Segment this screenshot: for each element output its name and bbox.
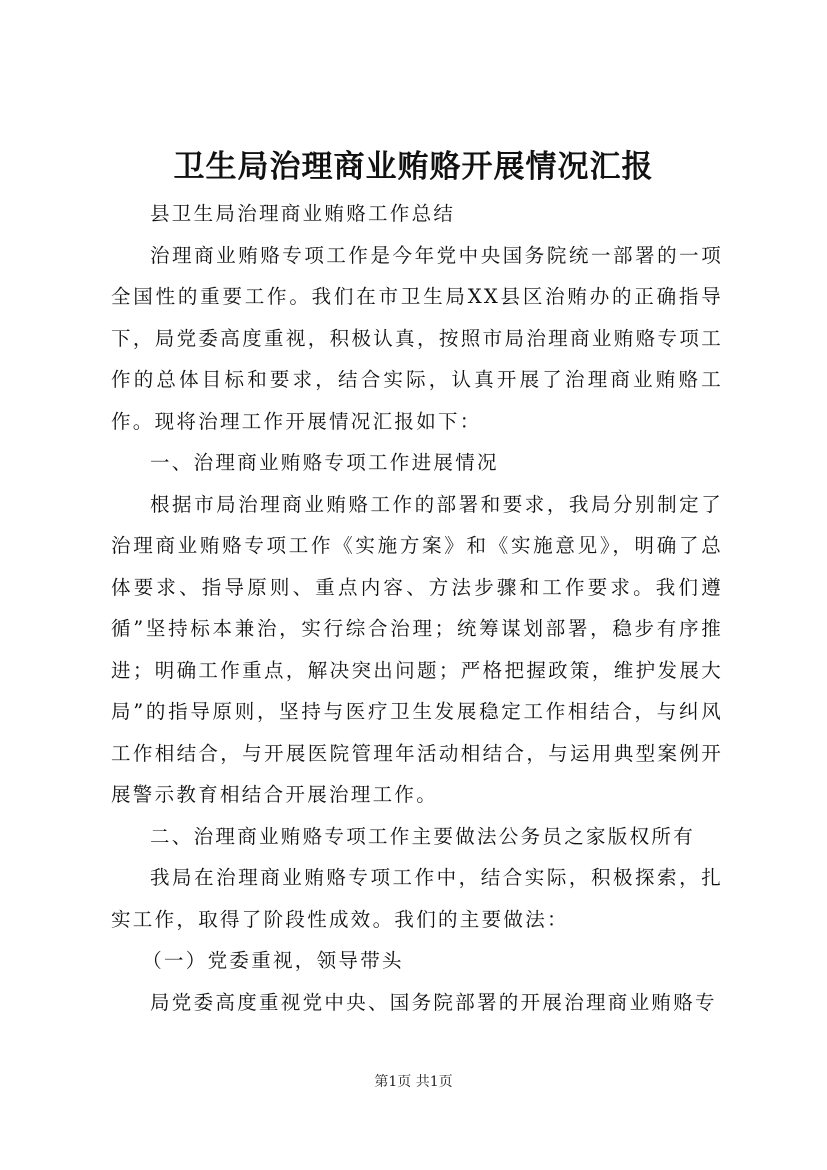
section-heading-1: 一、治理商业贿赂专项工作进展情况 <box>150 451 499 474</box>
intro-paragraph: 治理商业贿赂专项工作是今年党中央国务院统一部署的一项全国性的重要工作。我们在市卫生局XX县区治贿办的正确指导下，局党委高度重视，积极认真，按照市局治理商业贿赂专项工作的总体目标和要求，结合实际，认真开展了治理商业贿赂工作。现将治理工作开展情况汇报如下： <box>111 243 723 433</box>
section-2-paragraph: 我局在治理商业贿赂专项工作中，结合实际，积极探索，扎实工作，取得了阶段性成效。我们的主要做法： <box>111 866 723 931</box>
subsection-heading-1: （一）党委重视，领导带头 <box>142 949 404 972</box>
document-title: 卫生局治理商业贿赂开展情况汇报 <box>173 149 654 185</box>
page-footer <box>0 1072 827 1092</box>
subtitle-paragraph: 县卫生局治理商业贿赂工作总结 <box>150 202 456 225</box>
page-number-label: 第1页 共1页 <box>374 1074 453 1090</box>
document-body <box>111 193 723 1023</box>
section-1-paragraph: 根据市局治理商业贿赂工作的部署和要求，我局分别制定了治理商业贿赂专项工作《实施方案》和《实施意见》，明确了总体要求、指导原则、重点内容、方法步骤和工作要求。我们遵循”坚持标本兼治，实行综合治理；统筹谋划部署，稳步有序推进；明确工作重点，解决突出问题；严格把握政策，维护发展大局”的指导原则，坚持与医疗卫生发展稳定工作相结合，与纠风工作相结合，与开展医院管理年活动相结合，与运用典型案例开展警示教育相结合开展治理工作。 <box>111 492 723 806</box>
subsection-1-paragraph: 局党委高度重视党中央、国务院部署的开展治理商业贿赂专 <box>150 990 717 1014</box>
section-heading-2: 二、治理商业贿赂专项工作主要做法公务员之家版权所有 <box>150 824 696 848</box>
